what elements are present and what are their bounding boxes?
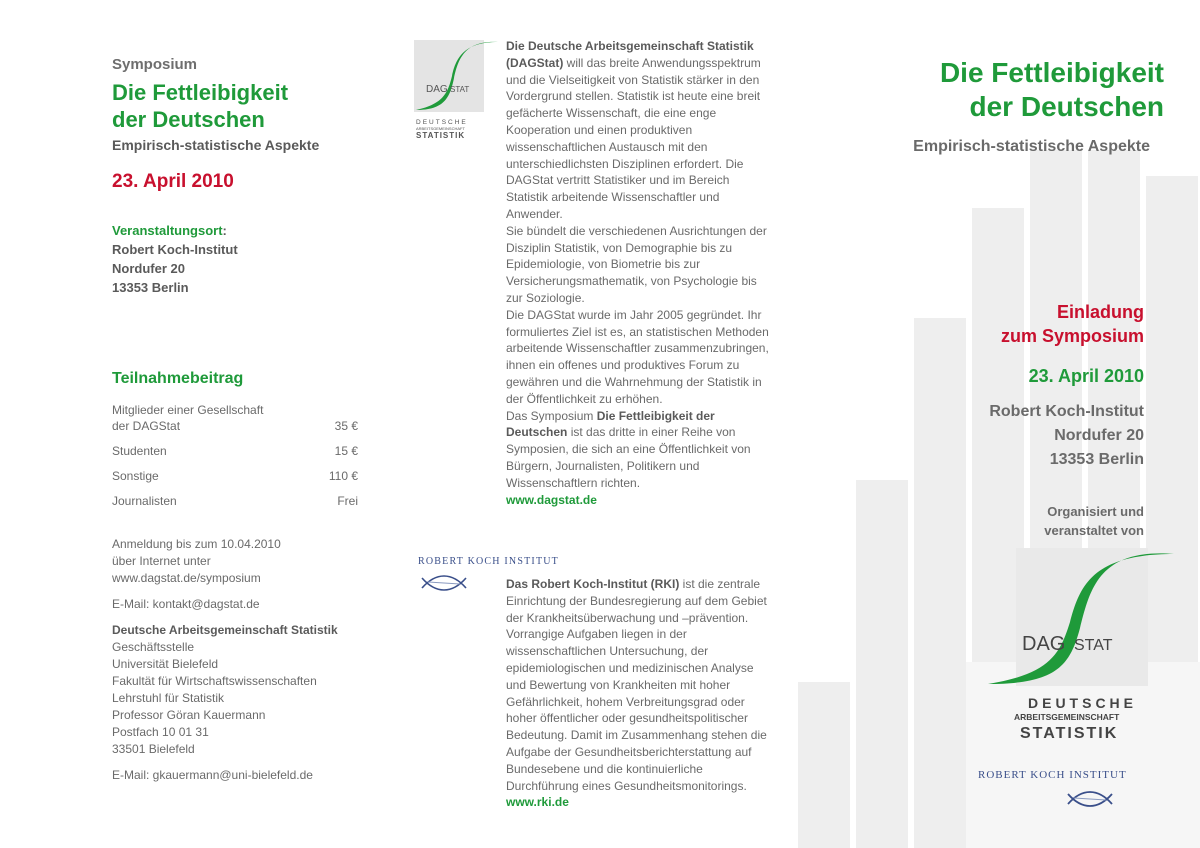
dagstat-description <box>506 38 774 508</box>
dagstat-line1: DEUTSCHE <box>416 119 468 126</box>
organizer-note <box>1044 502 1144 540</box>
event-summary <box>112 56 362 297</box>
dagstat-para: Sie bündelt die verschiedenen Ausrichtungen der Disziplin Statistik, von Demographie bis zu Epidemiologie, von Biometrie bis zur Versicherungsmathematik, von Psychologie bis zur Soziologie. <box>506 223 767 305</box>
venue-block <box>112 221 362 297</box>
cover-subtitle: Empirisch-statistische Aspekte <box>913 138 1150 155</box>
rki-wordmark-large: ROBERT KOCH INSTITUT <box>978 769 1127 781</box>
address-line: Universität Bielefeld <box>112 657 219 671</box>
address-line: Fakultät für Wirtschaftswissenschaften <box>112 674 317 688</box>
rki-description <box>506 576 774 811</box>
fee-row <box>112 493 358 509</box>
venue-line: Robert Koch-Institut <box>112 242 238 257</box>
dagstat-line3-large: STATISTIK <box>1020 725 1119 742</box>
cover-title-line2: der Deutschen <box>969 91 1164 122</box>
cover-title <box>940 56 1164 124</box>
dagstat-para: Die DAGStat wurde im Jahr 2005 gegründet. Ihr formuliertes Ziel ist es, an statistischen Methoden arbeitende Wissenschaftler zusammenzubringen, ihnen ein offenes und produktives Forum zu gewähren und die Wahrnehmung der Statistik in der Öffentlichkeit zu erhöhen. <box>506 307 769 406</box>
rki-wordmark: ROBERT KOCH INSTITUT <box>418 556 559 567</box>
fee-table <box>112 402 358 518</box>
dagstat-line1-large: DEUTSCHE <box>1028 695 1138 711</box>
dagstat-para: Das Symposium <box>506 408 597 423</box>
organizer-note-line: Organisiert und <box>1047 504 1144 519</box>
fee-amount: 35 € <box>334 419 358 433</box>
symposium-name-bold: Die Fettleibigkeit der Deutschen <box>506 408 715 440</box>
invitation-heading <box>1001 300 1144 348</box>
fee-amount: Frei <box>337 494 358 508</box>
rki-link[interactable]: www.rki.de <box>506 795 569 810</box>
registration-line: über Internet unter <box>112 554 211 568</box>
fee-row <box>112 402 358 434</box>
cover-venue-line: Nordufer 20 <box>1054 427 1144 444</box>
event-subtitle: Empirisch-statistische Aspekte <box>112 137 320 153</box>
dagstat-logo-small <box>414 40 500 140</box>
organizer-note-line: veranstaltet von <box>1044 523 1144 538</box>
cover-venue <box>989 400 1144 472</box>
event-date: 23. April 2010 <box>112 171 234 192</box>
address-line: Geschäftsstelle <box>112 640 195 654</box>
fee-row <box>112 443 358 459</box>
registration-block <box>112 536 372 793</box>
organizer-name: Deutsche Arbeitsgemeinschaft Statistik <box>112 623 338 637</box>
dagstat-logo-large <box>980 548 1180 748</box>
fee-label: Studenten <box>112 444 167 458</box>
address-line: Professor Göran Kauermann <box>112 708 266 722</box>
contact-email[interactable]: E-Mail: kontakt@dagstat.de <box>112 597 260 611</box>
fee-label: Sonstige <box>112 469 159 483</box>
fee-label: Journalisten <box>112 494 177 508</box>
venue-colon: : <box>222 223 227 238</box>
fee-amount: 110 € <box>328 469 358 483</box>
address-line: Postfach 10 01 31 <box>112 725 209 739</box>
kicker: Symposium <box>112 56 198 73</box>
cover-venue-line: 13353 Berlin <box>1049 451 1144 468</box>
cover-title-line1: Die Fettleibigkeit <box>939 57 1164 88</box>
dagstat-para: ist das dritte in einer Reihe von Symposien, die sich an eine Öffentlichkeit von Bürgern, Journalisten, Politikern und Wissenschaftlern richten. <box>506 425 751 490</box>
registration-link[interactable]: www.dagstat.de/symposium <box>112 571 261 585</box>
event-title-line1: Die Fettleibigkeit <box>112 80 289 105</box>
venue-line: Nordufer 20 <box>112 261 185 276</box>
venue-line: 13353 Berlin <box>112 280 189 295</box>
rki-logo-large <box>976 764 1144 812</box>
dagstat-wordmark: DAG <box>426 84 448 95</box>
cover-venue-line: Robert Koch-Institut <box>989 403 1144 420</box>
event-title <box>112 79 362 133</box>
event-title-line2: der Deutschen <box>112 107 265 132</box>
fee-heading: Teilnahmebeitrag <box>112 370 244 387</box>
address-line: 33501 Bielefeld <box>112 742 195 756</box>
dagstat-para: will das breite Anwendungsspektrum und die Vielseitigkeit von Statistik stärker in den Vordergrund stellen. Statistik ist heute eine breit gefächerte Wissenschaft, die eine enge Kooperation und einen produktiven wissenschaftlichen Austausch mit den unterschiedlichsten Disziplinen erfordert. Die DAGStat vertritt Statistiker und im Bereich Statistik arbeitende Wissenschaftler und Anwender. <box>506 55 761 221</box>
invitation-line2: zum Symposium <box>1000 326 1144 346</box>
organizer-email[interactable]: E-Mail: gkauermann@uni-bielefeld.de <box>112 768 313 782</box>
dagstat-link[interactable]: www.dagstat.de <box>506 492 597 507</box>
address-line: Lehrstuhl für Statistik <box>112 691 225 705</box>
cover-date: 23. April 2010 <box>1028 366 1144 386</box>
fee-row <box>112 468 358 484</box>
rki-intro-bold: Das Robert Koch-Institut (RKI) <box>506 577 680 591</box>
dagstat-line2: ARBEITSGEMEINSCHAFT <box>416 126 465 131</box>
invitation-line1: Einladung <box>1057 302 1144 322</box>
venue-label: Veranstaltungsort <box>112 223 223 238</box>
fee-label: Mitglieder einer Gesellschaft <box>112 403 264 417</box>
rki-para: ist die zentrale Einrichtung der Bundesregierung auf dem Gebiet der Krankheitsüberwachung und –prävention. Vorrangige Aufgaben liegen in der wissenschaftlichen Untersuchung, der epidemiologischen und medizinischen Analyse und Bewertung von Krankheiten mit hoher Gefährlichkeit, hohem Verbreitungsgrad oder hoher öffentlicher oder gesundheitspolitischer Bedeutung. Damit im Zusammenhang stehen die Aufgabe der Gesundheitsberichterstattung auf Bundesebene und die kontinuierliche Durchführung eines Gesundheitsmonitorings. <box>506 577 767 793</box>
registration-line: Anmeldung bis zum 10.04.2010 <box>112 537 281 551</box>
dagstat-wordmark-stat-large: STAT <box>1074 637 1113 654</box>
fee-label-2: der DAGStat <box>112 419 181 433</box>
fee-amount: 15 € <box>334 444 358 458</box>
dagstat-wordmark-large: DAG <box>1022 633 1066 655</box>
dagstat-line3: STATISTIK <box>416 131 466 140</box>
dagstat-intro-bold: Die Deutsche Arbeitsgemeinschaft Statistik (DAGStat) <box>506 39 754 70</box>
dagstat-line2-large: ARBEITSGEMEINSCHAFT <box>1014 712 1120 722</box>
dagstat-wordmark-stat: STAT <box>450 85 470 94</box>
